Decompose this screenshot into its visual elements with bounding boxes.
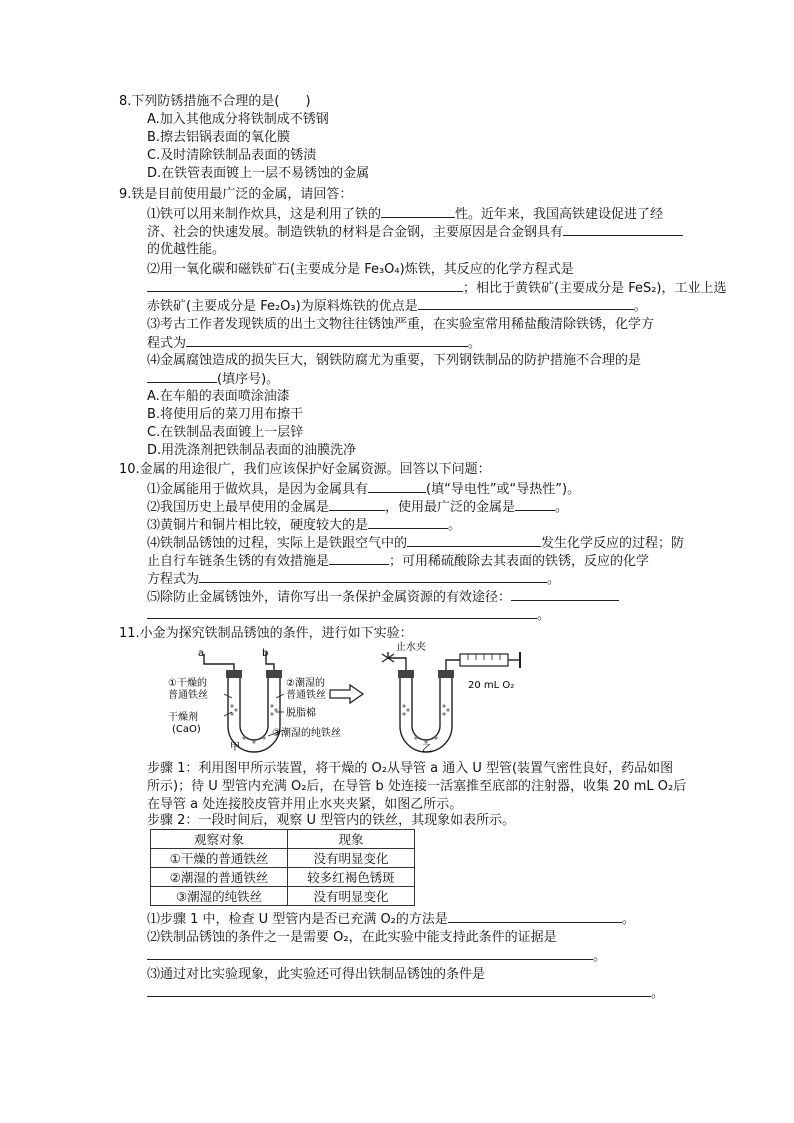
table-cell: 没有明显变化 bbox=[288, 849, 415, 868]
figure-jia bbox=[168, 646, 341, 754]
answer-blank bbox=[147, 984, 651, 997]
answer-blank bbox=[448, 910, 622, 923]
table-header-row bbox=[151, 830, 415, 849]
label-dry-iron-1: ①干燥的 bbox=[168, 678, 207, 689]
label-dry-iron-2: 普通铁丝 bbox=[168, 690, 208, 701]
q10-part4-line3: 方程式为 。 bbox=[147, 572, 561, 587]
q9-part2-line2: ；相比于黄铁矿(主要成分是 FeS₂)，工业上选 bbox=[147, 279, 727, 298]
q9-option-c: C.在铁制品表面镀上一层锌 bbox=[147, 425, 304, 440]
answer-blank bbox=[418, 297, 634, 310]
q9-part3-line1: ⑶考古工作者发现铁质的出土文物往往锈蚀严重，在实验室常用稀盐酸清除铁锈，化学方 bbox=[147, 317, 655, 332]
q8-option-b: B.擦去铝锅表面的氧化膜 bbox=[147, 130, 291, 145]
answer-blank bbox=[511, 588, 619, 601]
label-desiccant-1: 干燥剂 bbox=[168, 712, 198, 723]
q11-step2: 步骤 2：一段时间后，观察 U 型管内的铁丝，其现象如表所示。 bbox=[147, 813, 516, 828]
q9-part1-line1: ⑴铁可以用来制作炊具，这是利用了铁的 性。近年来，我国高铁建设促进了经 bbox=[147, 207, 664, 222]
q8-option-d: D.在铁管表面镀上一层不易锈蚀的金属 bbox=[147, 166, 370, 181]
q10-part2: ⑵我国历史上最早使用的金属是 ，使用最广泛的金属是 。 bbox=[147, 500, 569, 515]
observation-table bbox=[150, 829, 415, 906]
table-cell: ②潮湿的普通铁丝 bbox=[151, 868, 288, 887]
table-row bbox=[151, 887, 415, 906]
label-b: b bbox=[262, 648, 269, 659]
q9-part4-line2: (填序号)。 bbox=[147, 370, 279, 389]
table-header: 现象 bbox=[288, 830, 415, 849]
caption-yi: 乙 bbox=[422, 744, 432, 755]
answer-blank bbox=[147, 370, 217, 383]
q11-part3-line2: 。 bbox=[147, 984, 664, 1003]
q11-step1-line1: 步骤 1：利用图甲所示装置，将干燥的 O₂从导管 a 通入 U 型管(装置气密性良好，药品如图 bbox=[147, 761, 674, 776]
table-row bbox=[151, 849, 415, 868]
q9-part3-line2: 程式为 。 bbox=[147, 336, 482, 351]
figure-yi bbox=[370, 640, 530, 754]
answer-blank bbox=[381, 205, 455, 218]
answer-blank bbox=[407, 534, 541, 547]
q11-step1-line3: 在导管 a 处连接胶皮管并用止水夹夹紧，如图乙所示。 bbox=[147, 797, 463, 812]
q9-part2-line3: 赤铁矿(主要成分是 Fe₂O₃)为原料炼铁的优点是 。 bbox=[147, 299, 647, 314]
answer-blank bbox=[563, 223, 683, 236]
label-wet-iron-2: 普通铁丝 bbox=[286, 690, 326, 701]
q11-step1-line2: 所示)；待 U 型管内充满 O₂后，在导管 b 处连接一活塞推至底部的注射器，收集 20 mL O₂后 bbox=[147, 779, 687, 794]
q11-part3-line1: ⑶通过对比实验现象，此实验还可得出铁制品锈蚀的条件是 bbox=[147, 967, 486, 982]
q10-part3: ⑶黄铜片和铜片相比较，硬度较大的是 。 bbox=[147, 518, 462, 533]
q9-option-a: A.在车船的表面喷涂油漆 bbox=[147, 389, 290, 404]
q11-part2-line2: 。 bbox=[147, 947, 606, 966]
q11-part1: ⑴步骤 1 中，检查 U 型管内是否已充满 O₂的方法是 。 bbox=[147, 912, 635, 927]
label-wet-pure-iron: ③潮湿的纯铁丝 bbox=[272, 728, 341, 739]
q9-stem: 9.铁是目前使用最广泛的金属，请回答： bbox=[119, 187, 353, 202]
arrow-icon bbox=[328, 683, 366, 705]
label-syringe: 20 mL O₂ bbox=[468, 680, 515, 691]
q11-stem: 11.小金为探究铁制品锈蚀的条件，进行如下实验： bbox=[119, 626, 413, 641]
q9-part4-line1: ⑷金属腐蚀造成的损失巨大，钢铁防腐尤为重要，下列钢铁制品的防护措施不合理的是 bbox=[147, 353, 642, 368]
q9-option-d: D.用洗涤剂把铁制品表面的油膜洗净 bbox=[147, 443, 357, 458]
q10-part5-line2: 。 bbox=[147, 606, 550, 625]
answer-blank bbox=[147, 279, 463, 292]
answer-blank bbox=[515, 498, 555, 511]
answer-blank bbox=[186, 334, 468, 347]
q9-option-b: B.将使用后的菜刀用布擦干 bbox=[147, 407, 304, 422]
label-a: a bbox=[198, 648, 205, 659]
q10-part5-line1: ⑸除防止金属锈蚀外，请你写出一条保护金属资源的有效途径： bbox=[147, 588, 619, 607]
table-cell: ③潮湿的纯铁丝 bbox=[151, 887, 288, 906]
table-cell: ①干燥的普通铁丝 bbox=[151, 849, 288, 868]
label-desiccant-2: (CaO) bbox=[172, 724, 201, 735]
answer-blank bbox=[199, 570, 547, 583]
answer-blank bbox=[368, 480, 426, 493]
q9-part2-line1: ⑵用一氧化碳和磁铁矿石(主要成分是 Fe₃O₄)炼铁，其反应的化学方程式是 bbox=[147, 262, 574, 277]
answer-blank bbox=[329, 552, 389, 565]
q10-part4-line2: 止自行车链条生锈的有效措施是 ；可用稀硫酸除去其表面的铁锈，反应的化学 bbox=[147, 554, 650, 569]
q10-part1: ⑴金属能用于做炊具，是因为金属具有 (填“导电性”或“导热性”)。 bbox=[147, 482, 581, 497]
caption-jia: 甲 bbox=[230, 742, 240, 753]
q9-part1-line3: 的优越性能。 bbox=[147, 242, 226, 257]
label-clamp: 止水夹 bbox=[396, 642, 426, 653]
label-cotton: 脱脂棉 bbox=[286, 708, 316, 719]
q11-part2-line1: ⑵铁制品锈蚀的条件之一是需要 O₂，在此实验中能支持此条件的证据是 bbox=[147, 930, 557, 945]
table-cell: 较多红褐色锈斑 bbox=[288, 868, 415, 887]
answer-blank bbox=[329, 498, 385, 511]
q10-stem: 10.金属的用途很广，我们应该保护好金属资源。回答以下问题： bbox=[119, 462, 491, 477]
q8-option-a: A.加入其他成分将铁制成不锈钢 bbox=[147, 112, 329, 127]
table-header: 观察对象 bbox=[151, 830, 288, 849]
q8-option-c: C.及时清除铁制品表面的锈渍 bbox=[147, 148, 317, 163]
q10-part4-line1: ⑷铁制品锈蚀的过程，实际上是铁跟空气中的 发生化学反应的过程；防 bbox=[147, 536, 685, 551]
answer-blank bbox=[147, 606, 537, 619]
answer-blank bbox=[368, 516, 448, 529]
q9-part1-line2: 济、社会的快速发展。制造铁轨的材料是合金钢，主要原因是合金钢具有 bbox=[147, 223, 683, 242]
q8-stem: 8.下列防锈措施不合理的是( ) bbox=[119, 94, 311, 109]
answer-blank bbox=[147, 947, 593, 960]
label-wet-iron-1: ②潮湿的 bbox=[286, 678, 325, 689]
table-cell: 没有明显变化 bbox=[288, 887, 415, 906]
table-row bbox=[151, 868, 415, 887]
